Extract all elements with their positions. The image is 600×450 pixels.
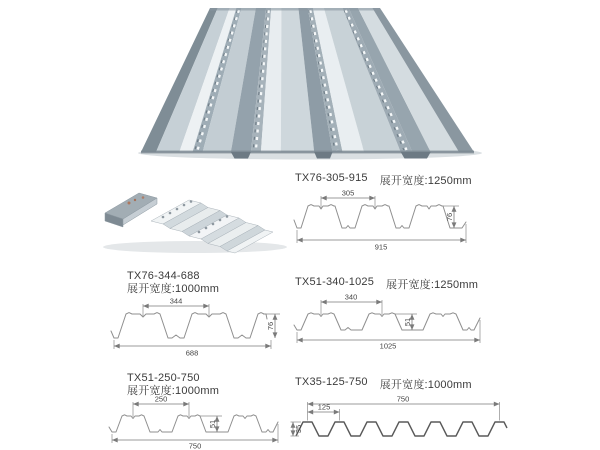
dim-pitch-label: 340 xyxy=(344,292,358,302)
unfolded-width-label: 展开宽度:1000mm xyxy=(379,379,472,391)
dim-width-label: 915 xyxy=(374,242,388,252)
diagram-1-profile-drawing xyxy=(288,188,488,252)
dim-pitch-label: 250 xyxy=(154,394,168,404)
dim-height-label: 51 xyxy=(403,317,412,327)
diagram-3-profile-drawing xyxy=(288,292,498,350)
diagram-2-profile-drawing xyxy=(103,296,293,358)
profile-outline xyxy=(294,313,480,330)
profile-outline xyxy=(296,422,507,436)
diagram-4-profile-drawing xyxy=(103,394,293,450)
diagram-1-title xyxy=(295,172,472,188)
model-label: TX51-340-1025 xyxy=(295,276,375,288)
dim-width-label: 688 xyxy=(185,348,199,358)
profile-outline xyxy=(109,415,278,432)
main-photo xyxy=(138,2,486,164)
unfolded-width-label: 展开宽度:1250mm xyxy=(379,175,472,187)
dim-height-label: 76 xyxy=(445,212,454,222)
dim-height-label: 35 xyxy=(294,424,303,434)
steel-angle-piece xyxy=(105,193,157,227)
dim-height-label: 76 xyxy=(266,321,275,331)
deck-surface xyxy=(141,8,474,152)
dim-width-label: 750 xyxy=(396,394,410,404)
diagram-2-title xyxy=(127,270,219,296)
model-label: TX76-305-915 xyxy=(295,172,368,184)
unfolded-width-label: 展开宽度:1250mm xyxy=(386,279,479,291)
diagram-5-title xyxy=(295,376,472,392)
section-photo xyxy=(95,173,293,261)
floor-shadow xyxy=(103,241,287,253)
dim-width-label: 1025 xyxy=(379,341,397,350)
dim-pitch-label: 125 xyxy=(317,402,331,412)
profile-outline xyxy=(111,313,267,338)
model-label: TX35-125-750 xyxy=(295,376,368,388)
diagram-5-profile-drawing xyxy=(288,392,510,444)
dim-width-label: 750 xyxy=(188,441,202,450)
model-label: TX76-344-688 xyxy=(127,270,200,282)
dim-pitch-label: 305 xyxy=(341,188,355,198)
model-label: TX51-250-750 xyxy=(127,372,200,384)
dim-pitch-label: 344 xyxy=(169,296,183,306)
diagram-3-title xyxy=(295,276,478,292)
unfolded-width-label: 展开宽度:1000mm xyxy=(127,385,220,397)
dim-height-label: 51 xyxy=(208,419,217,429)
unfolded-width-label: 展开宽度:1000mm xyxy=(127,283,220,295)
profile-outline xyxy=(294,205,466,228)
